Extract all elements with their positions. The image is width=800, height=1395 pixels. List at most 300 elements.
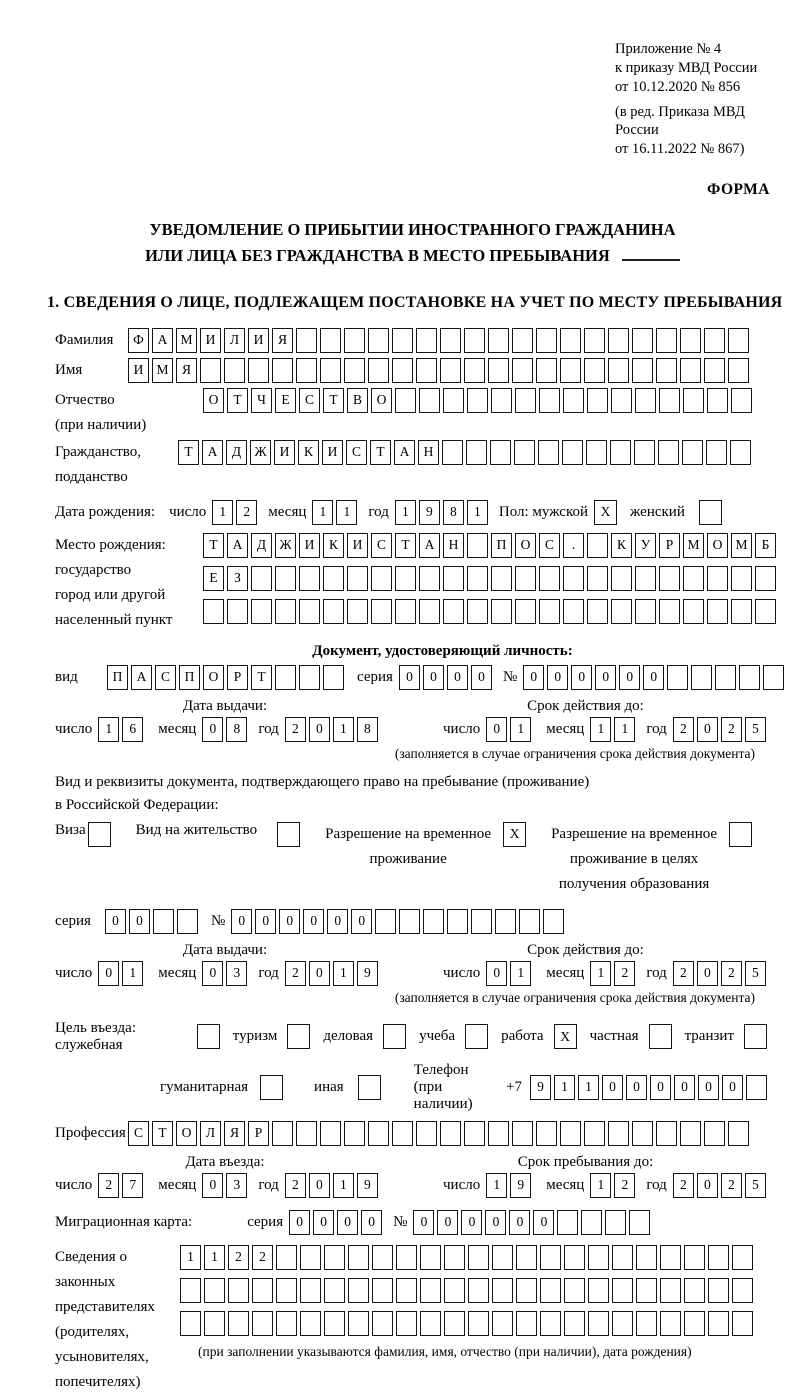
- char-cell[interactable]: [227, 599, 248, 624]
- char-cell[interactable]: [512, 358, 533, 383]
- char-cell[interactable]: [416, 358, 437, 383]
- char-cell[interactable]: 8: [357, 717, 378, 742]
- char-cell[interactable]: [447, 909, 468, 934]
- char-cell[interactable]: [420, 1245, 441, 1270]
- char-cell[interactable]: [347, 599, 368, 624]
- char-cell[interactable]: Д: [226, 440, 247, 465]
- char-cell[interactable]: 1: [554, 1075, 575, 1100]
- char-cell[interactable]: [730, 440, 751, 465]
- char-cell[interactable]: [538, 440, 559, 465]
- char-cell[interactable]: 6: [122, 717, 143, 742]
- purpose-study-checkbox[interactable]: [465, 1024, 488, 1049]
- char-cell[interactable]: [563, 599, 584, 624]
- char-cell[interactable]: [608, 328, 629, 353]
- char-cell[interactable]: О: [371, 388, 392, 413]
- char-cell[interactable]: [739, 665, 760, 690]
- char-cell[interactable]: [324, 1311, 345, 1336]
- char-cell[interactable]: 1: [98, 717, 119, 742]
- char-cell[interactable]: Т: [251, 665, 272, 690]
- char-cell[interactable]: 2: [285, 1173, 306, 1198]
- char-cell[interactable]: [656, 358, 677, 383]
- char-cell[interactable]: 9: [530, 1075, 551, 1100]
- char-cell[interactable]: [704, 358, 725, 383]
- char-cell[interactable]: [372, 1311, 393, 1336]
- char-cell[interactable]: 0: [461, 1210, 482, 1235]
- char-cell[interactable]: Л: [200, 1121, 221, 1146]
- char-cell[interactable]: [300, 1245, 321, 1270]
- char-cell[interactable]: [683, 599, 704, 624]
- char-cell[interactable]: [660, 1278, 681, 1303]
- char-cell[interactable]: А: [202, 440, 223, 465]
- char-cell[interactable]: [707, 599, 728, 624]
- char-cell[interactable]: М: [731, 533, 752, 558]
- char-cell[interactable]: [252, 1311, 273, 1336]
- char-cell[interactable]: 1: [180, 1245, 201, 1270]
- char-cell[interactable]: [371, 566, 392, 591]
- char-cell[interactable]: [691, 665, 712, 690]
- char-cell[interactable]: [466, 440, 487, 465]
- char-cell[interactable]: 0: [309, 717, 330, 742]
- char-cell[interactable]: [275, 599, 296, 624]
- purpose-tourism-checkbox[interactable]: [287, 1024, 310, 1049]
- char-cell[interactable]: 2: [252, 1245, 273, 1270]
- char-cell[interactable]: 7: [122, 1173, 143, 1198]
- char-cell[interactable]: Р: [659, 533, 680, 558]
- char-cell[interactable]: [368, 328, 389, 353]
- char-cell[interactable]: [440, 1121, 461, 1146]
- char-cell[interactable]: [228, 1311, 249, 1336]
- char-cell[interactable]: [272, 358, 293, 383]
- purpose-work-checkbox[interactable]: X: [554, 1024, 577, 1049]
- residence-permit-checkbox[interactable]: [277, 822, 300, 847]
- char-cell[interactable]: А: [394, 440, 415, 465]
- char-cell[interactable]: [419, 566, 440, 591]
- char-cell[interactable]: 2: [673, 717, 694, 742]
- char-cell[interactable]: 2: [614, 1173, 635, 1198]
- temp-permit-checkbox[interactable]: X: [503, 822, 526, 847]
- char-cell[interactable]: [320, 328, 341, 353]
- char-cell[interactable]: [667, 665, 688, 690]
- char-cell[interactable]: [443, 599, 464, 624]
- char-cell[interactable]: [682, 440, 703, 465]
- char-cell[interactable]: [707, 388, 728, 413]
- char-cell[interactable]: [540, 1311, 561, 1336]
- char-cell[interactable]: [732, 1278, 753, 1303]
- char-cell[interactable]: [320, 1121, 341, 1146]
- char-cell[interactable]: 2: [285, 961, 306, 986]
- char-cell[interactable]: [368, 358, 389, 383]
- char-cell[interactable]: 2: [228, 1245, 249, 1270]
- char-cell[interactable]: К: [298, 440, 319, 465]
- char-cell[interactable]: Б: [755, 533, 776, 558]
- char-cell[interactable]: [204, 1278, 225, 1303]
- char-cell[interactable]: [680, 1121, 701, 1146]
- char-cell[interactable]: [440, 358, 461, 383]
- char-cell[interactable]: 1: [590, 961, 611, 986]
- char-cell[interactable]: [539, 599, 560, 624]
- purpose-private-checkbox[interactable]: [649, 1024, 672, 1049]
- char-cell[interactable]: 1: [590, 717, 611, 742]
- char-cell[interactable]: [584, 328, 605, 353]
- char-cell[interactable]: [488, 1121, 509, 1146]
- char-cell[interactable]: 0: [697, 1173, 718, 1198]
- char-cell[interactable]: К: [323, 533, 344, 558]
- char-cell[interactable]: И: [248, 328, 269, 353]
- char-cell[interactable]: 0: [471, 665, 492, 690]
- char-cell[interactable]: [396, 1311, 417, 1336]
- char-cell[interactable]: [495, 909, 516, 934]
- char-cell[interactable]: [419, 599, 440, 624]
- char-cell[interactable]: [684, 1278, 705, 1303]
- char-cell[interactable]: [536, 358, 557, 383]
- char-cell[interactable]: [586, 440, 607, 465]
- char-cell[interactable]: [587, 599, 608, 624]
- char-cell[interactable]: [515, 566, 536, 591]
- char-cell[interactable]: [203, 599, 224, 624]
- char-cell[interactable]: [392, 328, 413, 353]
- char-cell[interactable]: 1: [336, 500, 357, 525]
- char-cell[interactable]: [612, 1278, 633, 1303]
- char-cell[interactable]: [562, 440, 583, 465]
- char-cell[interactable]: [515, 599, 536, 624]
- char-cell[interactable]: 2: [673, 961, 694, 986]
- char-cell[interactable]: [228, 1278, 249, 1303]
- char-cell[interactable]: [634, 440, 655, 465]
- char-cell[interactable]: Т: [152, 1121, 173, 1146]
- char-cell[interactable]: [396, 1278, 417, 1303]
- char-cell[interactable]: 0: [674, 1075, 695, 1100]
- char-cell[interactable]: 0: [509, 1210, 530, 1235]
- char-cell[interactable]: 0: [722, 1075, 743, 1100]
- char-cell[interactable]: [323, 599, 344, 624]
- char-cell[interactable]: 1: [578, 1075, 599, 1100]
- char-cell[interactable]: 0: [202, 1173, 223, 1198]
- char-cell[interactable]: [296, 328, 317, 353]
- char-cell[interactable]: [300, 1278, 321, 1303]
- char-cell[interactable]: [708, 1278, 729, 1303]
- char-cell[interactable]: [344, 328, 365, 353]
- char-cell[interactable]: И: [274, 440, 295, 465]
- char-cell[interactable]: [632, 1121, 653, 1146]
- char-cell[interactable]: У: [635, 533, 656, 558]
- char-cell[interactable]: [200, 358, 221, 383]
- char-cell[interactable]: 0: [313, 1210, 334, 1235]
- char-cell[interactable]: [488, 358, 509, 383]
- char-cell[interactable]: 0: [202, 717, 223, 742]
- char-cell[interactable]: 1: [395, 500, 416, 525]
- char-cell[interactable]: Р: [248, 1121, 269, 1146]
- char-cell[interactable]: 1: [486, 1173, 507, 1198]
- char-cell[interactable]: Ч: [251, 388, 272, 413]
- char-cell[interactable]: А: [152, 328, 173, 353]
- char-cell[interactable]: 0: [279, 909, 300, 934]
- char-cell[interactable]: П: [107, 665, 128, 690]
- char-cell[interactable]: [467, 388, 488, 413]
- char-cell[interactable]: [392, 1121, 413, 1146]
- char-cell[interactable]: 1: [333, 1173, 354, 1198]
- char-cell[interactable]: 9: [510, 1173, 531, 1198]
- char-cell[interactable]: [557, 1210, 578, 1235]
- char-cell[interactable]: 8: [443, 500, 464, 525]
- char-cell[interactable]: Л: [224, 328, 245, 353]
- char-cell[interactable]: [584, 1121, 605, 1146]
- char-cell[interactable]: 0: [697, 717, 718, 742]
- char-cell[interactable]: [464, 328, 485, 353]
- char-cell[interactable]: 5: [745, 717, 766, 742]
- char-cell[interactable]: [539, 566, 560, 591]
- char-cell[interactable]: О: [707, 533, 728, 558]
- char-cell[interactable]: [540, 1245, 561, 1270]
- char-cell[interactable]: 2: [673, 1173, 694, 1198]
- char-cell[interactable]: С: [346, 440, 367, 465]
- char-cell[interactable]: [755, 599, 776, 624]
- char-cell[interactable]: [471, 909, 492, 934]
- char-cell[interactable]: 0: [486, 717, 507, 742]
- char-cell[interactable]: 1: [590, 1173, 611, 1198]
- char-cell[interactable]: [514, 440, 535, 465]
- char-cell[interactable]: [252, 1278, 273, 1303]
- char-cell[interactable]: [608, 1121, 629, 1146]
- char-cell[interactable]: 0: [309, 961, 330, 986]
- char-cell[interactable]: [395, 388, 416, 413]
- purpose-business-checkbox[interactable]: [383, 1024, 406, 1049]
- char-cell[interactable]: [395, 566, 416, 591]
- char-cell[interactable]: В: [347, 388, 368, 413]
- char-cell[interactable]: [180, 1311, 201, 1336]
- char-cell[interactable]: [605, 1210, 626, 1235]
- char-cell[interactable]: [636, 1278, 657, 1303]
- char-cell[interactable]: [608, 358, 629, 383]
- char-cell[interactable]: [708, 1311, 729, 1336]
- char-cell[interactable]: [564, 1311, 585, 1336]
- char-cell[interactable]: 0: [595, 665, 616, 690]
- char-cell[interactable]: 0: [105, 909, 126, 934]
- char-cell[interactable]: [344, 358, 365, 383]
- purpose-transit-checkbox[interactable]: [744, 1024, 767, 1049]
- char-cell[interactable]: [612, 1245, 633, 1270]
- char-cell[interactable]: Д: [251, 533, 272, 558]
- char-cell[interactable]: [707, 566, 728, 591]
- char-cell[interactable]: [324, 1278, 345, 1303]
- char-cell[interactable]: [251, 566, 272, 591]
- char-cell[interactable]: Ж: [250, 440, 271, 465]
- char-cell[interactable]: [248, 358, 269, 383]
- char-cell[interactable]: О: [515, 533, 536, 558]
- char-cell[interactable]: [728, 1121, 749, 1146]
- char-cell[interactable]: [464, 358, 485, 383]
- char-cell[interactable]: З: [227, 566, 248, 591]
- char-cell[interactable]: М: [152, 358, 173, 383]
- char-cell[interactable]: [560, 328, 581, 353]
- char-cell[interactable]: 0: [571, 665, 592, 690]
- char-cell[interactable]: [684, 1311, 705, 1336]
- char-cell[interactable]: [731, 599, 752, 624]
- char-cell[interactable]: Н: [418, 440, 439, 465]
- char-cell[interactable]: [706, 440, 727, 465]
- char-cell[interactable]: [348, 1245, 369, 1270]
- char-cell[interactable]: С: [155, 665, 176, 690]
- char-cell[interactable]: 2: [721, 717, 742, 742]
- char-cell[interactable]: 1: [333, 717, 354, 742]
- char-cell[interactable]: Т: [395, 533, 416, 558]
- char-cell[interactable]: Т: [203, 533, 224, 558]
- char-cell[interactable]: [516, 1311, 537, 1336]
- char-cell[interactable]: [659, 599, 680, 624]
- char-cell[interactable]: А: [131, 665, 152, 690]
- char-cell[interactable]: [324, 1245, 345, 1270]
- purpose-official-checkbox[interactable]: [197, 1024, 220, 1049]
- char-cell[interactable]: Е: [203, 566, 224, 591]
- char-cell[interactable]: И: [200, 328, 221, 353]
- char-cell[interactable]: М: [176, 328, 197, 353]
- char-cell[interactable]: 1: [212, 500, 233, 525]
- char-cell[interactable]: [515, 388, 536, 413]
- char-cell[interactable]: Т: [370, 440, 391, 465]
- char-cell[interactable]: Ф: [128, 328, 149, 353]
- char-cell[interactable]: [468, 1311, 489, 1336]
- char-cell[interactable]: .: [563, 533, 584, 558]
- char-cell[interactable]: 0: [547, 665, 568, 690]
- char-cell[interactable]: [588, 1278, 609, 1303]
- char-cell[interactable]: [611, 599, 632, 624]
- char-cell[interactable]: О: [203, 665, 224, 690]
- char-cell[interactable]: [564, 1245, 585, 1270]
- edu-permit-checkbox[interactable]: [729, 822, 752, 847]
- char-cell[interactable]: 2: [721, 1173, 742, 1198]
- purpose-humanitarian-checkbox[interactable]: [260, 1075, 283, 1100]
- char-cell[interactable]: 9: [419, 500, 440, 525]
- char-cell[interactable]: 0: [231, 909, 252, 934]
- char-cell[interactable]: 0: [437, 1210, 458, 1235]
- char-cell[interactable]: 9: [357, 961, 378, 986]
- char-cell[interactable]: [635, 566, 656, 591]
- char-cell[interactable]: [588, 1245, 609, 1270]
- char-cell[interactable]: Я: [176, 358, 197, 383]
- char-cell[interactable]: [635, 388, 656, 413]
- char-cell[interactable]: Т: [178, 440, 199, 465]
- char-cell[interactable]: [276, 1311, 297, 1336]
- char-cell[interactable]: 0: [643, 665, 664, 690]
- char-cell[interactable]: [519, 909, 540, 934]
- char-cell[interactable]: [443, 388, 464, 413]
- char-cell[interactable]: [276, 1278, 297, 1303]
- char-cell[interactable]: [564, 1278, 585, 1303]
- char-cell[interactable]: И: [299, 533, 320, 558]
- char-cell[interactable]: [660, 1245, 681, 1270]
- char-cell[interactable]: [512, 328, 533, 353]
- char-cell[interactable]: И: [128, 358, 149, 383]
- char-cell[interactable]: [323, 566, 344, 591]
- char-cell[interactable]: И: [322, 440, 343, 465]
- char-cell[interactable]: 0: [337, 1210, 358, 1235]
- char-cell[interactable]: [488, 328, 509, 353]
- char-cell[interactable]: [636, 1311, 657, 1336]
- char-cell[interactable]: 0: [413, 1210, 434, 1235]
- char-cell[interactable]: [636, 1245, 657, 1270]
- char-cell[interactable]: [560, 358, 581, 383]
- char-cell[interactable]: 5: [745, 1173, 766, 1198]
- char-cell[interactable]: [491, 388, 512, 413]
- char-cell[interactable]: [581, 1210, 602, 1235]
- char-cell[interactable]: [684, 1245, 705, 1270]
- char-cell[interactable]: [180, 1278, 201, 1303]
- char-cell[interactable]: [296, 1121, 317, 1146]
- char-cell[interactable]: [224, 358, 245, 383]
- char-cell[interactable]: [204, 1311, 225, 1336]
- char-cell[interactable]: Н: [443, 533, 464, 558]
- char-cell[interactable]: Я: [272, 328, 293, 353]
- char-cell[interactable]: С: [539, 533, 560, 558]
- char-cell[interactable]: 2: [236, 500, 257, 525]
- char-cell[interactable]: 2: [614, 961, 635, 986]
- char-cell[interactable]: [731, 566, 752, 591]
- char-cell[interactable]: 1: [510, 717, 531, 742]
- char-cell[interactable]: [516, 1245, 537, 1270]
- char-cell[interactable]: 1: [122, 961, 143, 986]
- char-cell[interactable]: [372, 1245, 393, 1270]
- char-cell[interactable]: А: [227, 533, 248, 558]
- char-cell[interactable]: [444, 1311, 465, 1336]
- char-cell[interactable]: [656, 1121, 677, 1146]
- char-cell[interactable]: И: [347, 533, 368, 558]
- char-cell[interactable]: [443, 566, 464, 591]
- char-cell[interactable]: [539, 388, 560, 413]
- char-cell[interactable]: 2: [285, 717, 306, 742]
- char-cell[interactable]: [632, 328, 653, 353]
- char-cell[interactable]: [563, 566, 584, 591]
- char-cell[interactable]: [683, 566, 704, 591]
- char-cell[interactable]: К: [611, 533, 632, 558]
- char-cell[interactable]: 0: [447, 665, 468, 690]
- char-cell[interactable]: [348, 1278, 369, 1303]
- char-cell[interactable]: [560, 1121, 581, 1146]
- char-cell[interactable]: [344, 1121, 365, 1146]
- char-cell[interactable]: 0: [399, 665, 420, 690]
- char-cell[interactable]: [763, 665, 784, 690]
- char-cell[interactable]: 0: [255, 909, 276, 934]
- female-checkbox[interactable]: [699, 500, 722, 525]
- char-cell[interactable]: [492, 1311, 513, 1336]
- char-cell[interactable]: [610, 440, 631, 465]
- char-cell[interactable]: 3: [226, 1173, 247, 1198]
- char-cell[interactable]: [715, 665, 736, 690]
- char-cell[interactable]: 0: [650, 1075, 671, 1100]
- char-cell[interactable]: 0: [327, 909, 348, 934]
- char-cell[interactable]: [275, 566, 296, 591]
- char-cell[interactable]: [728, 328, 749, 353]
- char-cell[interactable]: [540, 1278, 561, 1303]
- char-cell[interactable]: 0: [626, 1075, 647, 1100]
- char-cell[interactable]: [588, 1311, 609, 1336]
- char-cell[interactable]: С: [128, 1121, 149, 1146]
- char-cell[interactable]: [444, 1278, 465, 1303]
- char-cell[interactable]: [468, 1278, 489, 1303]
- char-cell[interactable]: [704, 1121, 725, 1146]
- char-cell[interactable]: [416, 328, 437, 353]
- char-cell[interactable]: [275, 665, 296, 690]
- char-cell[interactable]: 0: [698, 1075, 719, 1100]
- char-cell[interactable]: [731, 388, 752, 413]
- char-cell[interactable]: [372, 1278, 393, 1303]
- char-cell[interactable]: [536, 1121, 557, 1146]
- char-cell[interactable]: [611, 566, 632, 591]
- char-cell[interactable]: [732, 1245, 753, 1270]
- char-cell[interactable]: С: [371, 533, 392, 558]
- char-cell[interactable]: [683, 388, 704, 413]
- purpose-other-checkbox[interactable]: [358, 1075, 381, 1100]
- char-cell[interactable]: 2: [98, 1173, 119, 1198]
- char-cell[interactable]: [658, 440, 679, 465]
